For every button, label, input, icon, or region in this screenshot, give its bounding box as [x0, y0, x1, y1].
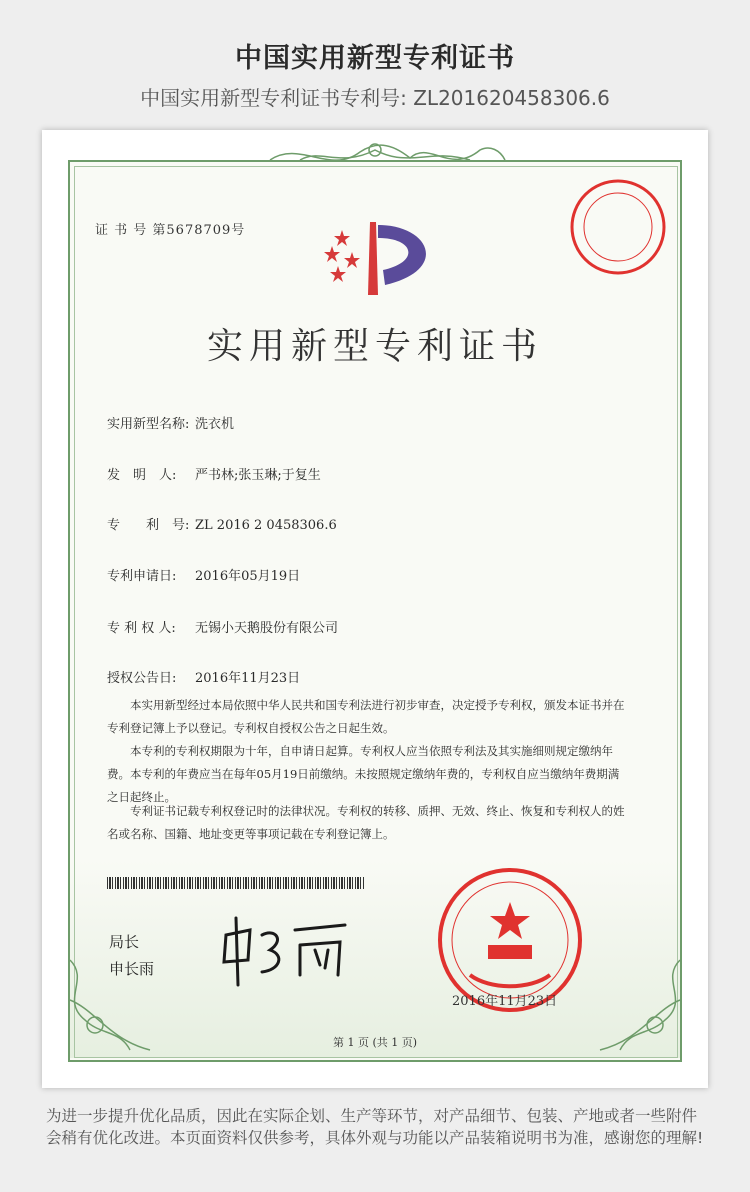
- signatory-name: 申长雨: [109, 960, 155, 978]
- certificate-paragraph: 本专利的专利权期限为十年，自申请日起算。专利权人应当依照专利法及其实施细则规定缴纳年费。本专利的年费应当在每年05月19日前缴纳。未按照规定缴纳年费的，专利权自应当缴纳年费期满之日起终止。: [107, 744, 620, 804]
- signatory-title: 局长: [109, 933, 140, 951]
- barcode-icon: [107, 877, 364, 889]
- field-label: 发 明 人:: [107, 468, 177, 483]
- top-ornament: [270, 144, 505, 160]
- certificate-number: 证 书 号 第5678709号: [95, 223, 246, 238]
- field-label: 专 利 号:: [107, 518, 190, 533]
- certificate-paragraph: 专利证书记载专利权登记时的法律状况。专利权的转移、质押、无效、终止、恢复和专利权人的姓名或名称、国籍、地址变更等事项记载在专利登记簿上。: [107, 804, 625, 841]
- field-label: 实用新型名称:: [107, 417, 190, 432]
- certificate-heading: 实用新型专利证书: [206, 326, 543, 367]
- tax-stamp-icon: [572, 181, 664, 273]
- field-label: 授权公告日:: [107, 671, 177, 686]
- patent-office-logo-icon: [324, 222, 426, 295]
- field-inventors: [107, 464, 321, 483]
- page-number: 第 1 页 (共 1 页): [332, 1036, 418, 1049]
- field-value: 无锡小天鹅股份有限公司: [195, 621, 339, 636]
- field-grant-date: [107, 667, 300, 686]
- field-value: ZL 2016 2 0458306.6: [195, 518, 337, 533]
- disclaimer-text: 为进一步提升优化品质，因此在实际企划、生产等环节，对产品细节、包装、产地或者一些附件会稍有优化改进。本页面资料仅供参考，具体外观与功能以产品装箱说明书为准，感谢您的理解!: [46, 1107, 704, 1147]
- field-utility-model-name: [107, 413, 234, 432]
- signature-icon: [224, 918, 345, 985]
- page-title: 中国实用新型专利证书: [235, 43, 515, 74]
- field-filing-date: [107, 565, 300, 584]
- official-seal-icon: [440, 870, 580, 1010]
- issue-date: 2016年11月23日: [452, 994, 558, 1009]
- field-value: 洗衣机: [195, 417, 235, 432]
- field-value: 2016年05月19日: [195, 569, 301, 584]
- field-label: 专 利 权 人:: [107, 621, 176, 636]
- certificate-paragraph: 本实用新型经过本局依照中华人民共和国专利法进行初步审查，决定授予专利权，颁发本证书并在专利登记簿上予以登记。专利权自授权公告之日起生效。: [107, 698, 625, 735]
- field-label: 专利申请日:: [107, 569, 177, 584]
- patent-number-subtitle: 中国实用新型专利证书专利号: ZL201620458306.6: [140, 86, 610, 110]
- field-value: 2016年11月23日: [195, 671, 301, 686]
- field-value: 严书林;张玉琳;于复生: [195, 468, 321, 483]
- field-patent-number: [107, 514, 337, 533]
- field-patentee: [107, 617, 338, 636]
